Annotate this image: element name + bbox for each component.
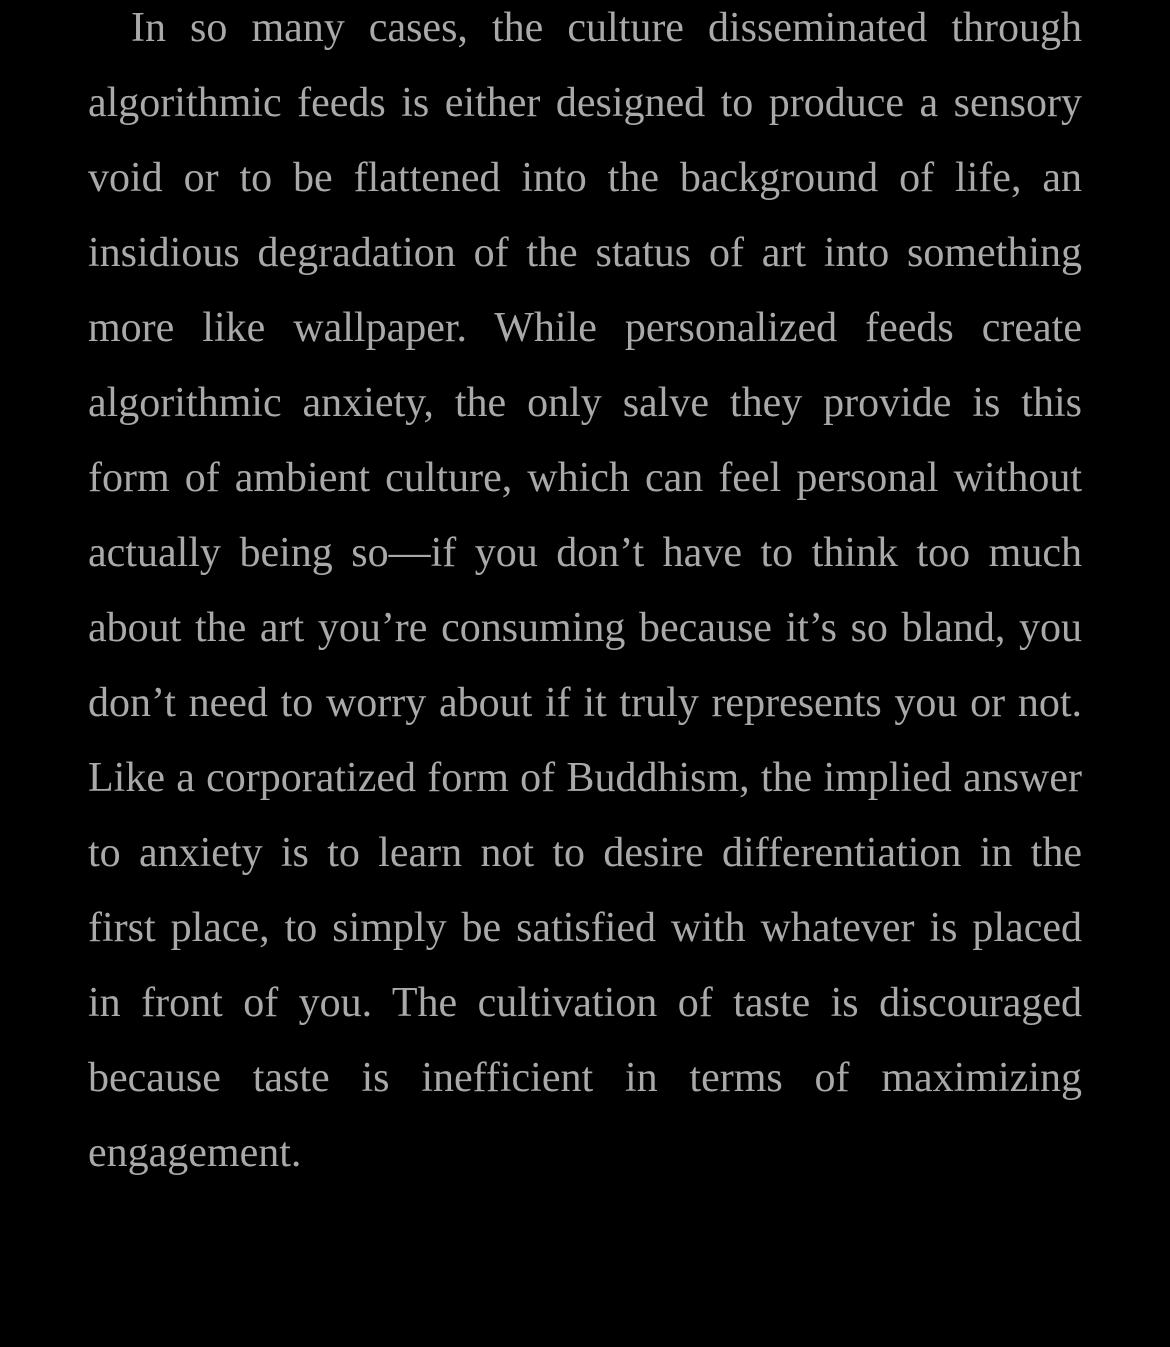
body-paragraph: In so many cases, the culture disseminated through algorithmic feeds is either designed to produce a sensory void or to be flattened into the background of life, an insidious degradation of the status of art into something more like wallpaper. While personalized feeds create algorithmic anxiety, the only salve they provide is this form of ambient culture, which can feel personal without actually being so—if you don’t have to think too much about the art you’re consuming because it’s so bland, you don’t need to worry about if it truly represents you or not. Like a corporatized form of Buddhism, the implied answer to anxiety is to learn not to desire differentiation in the first place, to simply be satisfied with whatever is placed in front of you. The cultivation of taste is discouraged because taste is inefficient in terms of maximizing engagement. [88,5,1082,1176]
